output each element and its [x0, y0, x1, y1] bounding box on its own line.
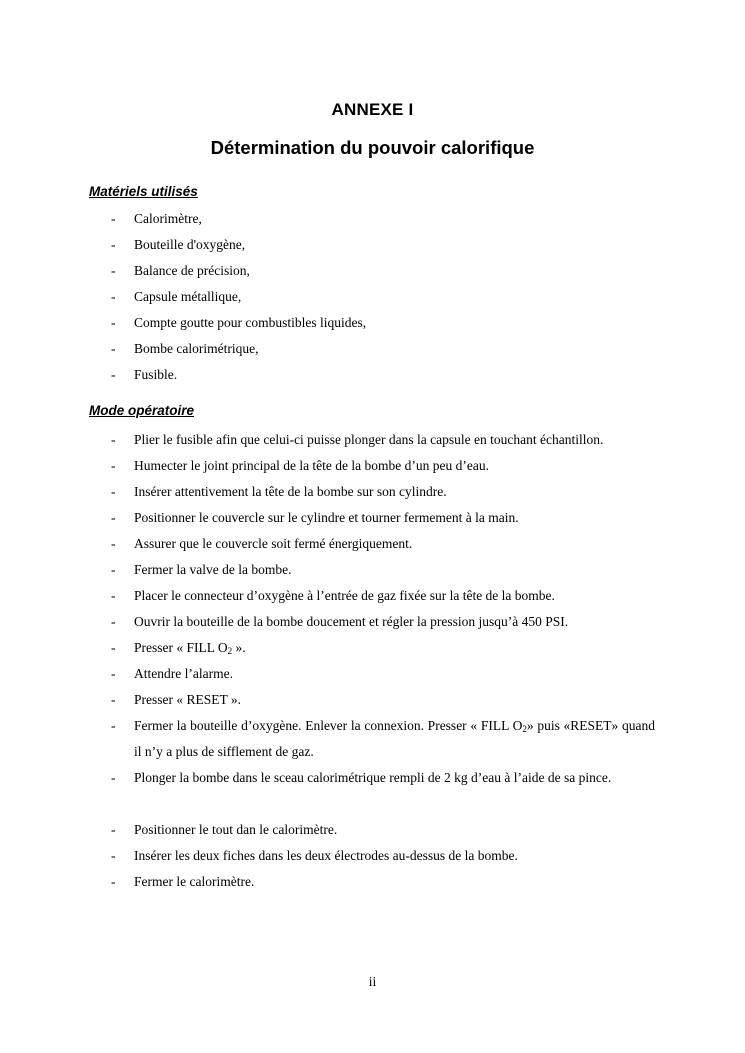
list-item [0, 609, 745, 635]
bullet-dash: - [111, 263, 116, 278]
bullet-dash: - [111, 562, 116, 577]
list-item [0, 713, 745, 765]
bullet-dash: - [111, 536, 116, 551]
list-item-text: Humecter le joint principal de la tête de la bombe d’un peu d’eau. [134, 458, 489, 473]
list-item [0, 531, 745, 557]
list-item-text: Presser « FILL $O_2$ ». [134, 640, 246, 656]
bullet-dash: - [111, 770, 116, 785]
list-item-text: Placer le connecteur d’oxygène à l’entrée de gaz fixée sur la tête de la bombe. [134, 588, 555, 603]
list-item [0, 284, 745, 310]
list-item-text: Fermer la valve de la bombe. [134, 562, 292, 577]
bullet-dash: - [111, 848, 116, 863]
list-item-text: Fermer la bouteille d’oxygène. Enlever la connexion. Presser « FILL $O_2$» puis «RESET» quand il n’y a plus de sifflement de gaz. [134, 718, 656, 759]
bullet-dash: - [111, 874, 116, 889]
list-item [0, 661, 745, 687]
list-item [0, 310, 745, 336]
bullet-dash: - [111, 458, 116, 473]
list-item-text: Insérer les deux fiches dans les deux électrodes au-dessus de la bombe. [134, 848, 518, 863]
list-item [0, 232, 745, 258]
list-item [0, 635, 745, 661]
bullet-dash: - [111, 614, 116, 629]
bullet-dash: - [111, 432, 116, 447]
list-item [0, 505, 745, 531]
list-item-text: Capsule métallique, [134, 289, 242, 304]
list-item-text: Bombe calorimétrique, [134, 341, 259, 356]
bullet-dash: - [111, 588, 116, 603]
list-item-text: Fermer le calorimètre. [134, 874, 255, 889]
list-item [0, 869, 745, 895]
bullet-dash: - [111, 692, 116, 707]
procedure-list [0, 427, 745, 895]
list-item-text: Plonger la bombe dans le sceau calorimétrique rempli de 2 kg d’eau à l’aide de sa pince. [134, 770, 612, 785]
list-item-text: Insérer attentivement la tête de la bombe sur son cylindre. [134, 484, 447, 499]
list-item-text: Bouteille d'oxygène, [134, 237, 246, 252]
list-item [0, 258, 745, 284]
list-item [0, 765, 745, 817]
list-item [0, 687, 745, 713]
bullet-dash: - [111, 367, 116, 382]
list-item [0, 479, 745, 505]
list-item [0, 206, 745, 232]
procedure-heading: Mode opératoire [89, 403, 195, 418]
bullet-dash: - [111, 289, 116, 304]
list-item-text: Calorimètre, [134, 211, 202, 226]
bullet-dash: - [111, 341, 116, 356]
list-item-text: Positionner le couvercle sur le cylindre et tourner fermement à la main. [134, 510, 519, 525]
list-item [0, 557, 745, 583]
list-item [0, 427, 745, 453]
list-item-text: Balance de précision, [134, 263, 250, 278]
bullet-dash: - [111, 718, 116, 733]
materials-list [0, 206, 745, 388]
list-item-text: Ouvrir la bouteille de la bombe doucement et régler la pression jusqu’à 450 PSI. [134, 614, 569, 629]
bullet-dash: - [111, 211, 116, 226]
list-item [0, 362, 745, 388]
list-item [0, 583, 745, 609]
annex-label: ANNEXE I [331, 100, 414, 119]
list-item-text: Fusible. [134, 367, 178, 382]
page-number: ii [368, 974, 377, 989]
materials-heading: Matériels utilisés [89, 184, 198, 199]
list-item [0, 817, 745, 843]
list-item [0, 336, 745, 362]
bullet-dash: - [111, 315, 116, 330]
page-title: Détermination du pouvoir calorifique [210, 137, 535, 158]
bullet-dash: - [111, 666, 116, 681]
list-item-text: Presser « RESET ». [134, 692, 241, 707]
bullet-dash: - [111, 484, 116, 499]
list-item-text: Plier le fusible afin que celui-ci puisse plonger dans la capsule en touchant échantillon. [134, 432, 604, 447]
list-item [0, 843, 745, 869]
list-item-text: Attendre l’alarme. [134, 666, 233, 681]
list-item-text: Positionner le tout dan le calorimètre. [134, 822, 338, 837]
bullet-dash: - [111, 510, 116, 525]
bullet-dash: - [111, 237, 116, 252]
list-item-text: Assurer que le couvercle soit fermé énergiquement. [134, 536, 413, 551]
bullet-dash: - [111, 822, 116, 837]
bullet-dash: - [111, 640, 116, 655]
list-item-text: Compte goutte pour combustibles liquides, [134, 315, 367, 330]
list-item [0, 453, 745, 479]
